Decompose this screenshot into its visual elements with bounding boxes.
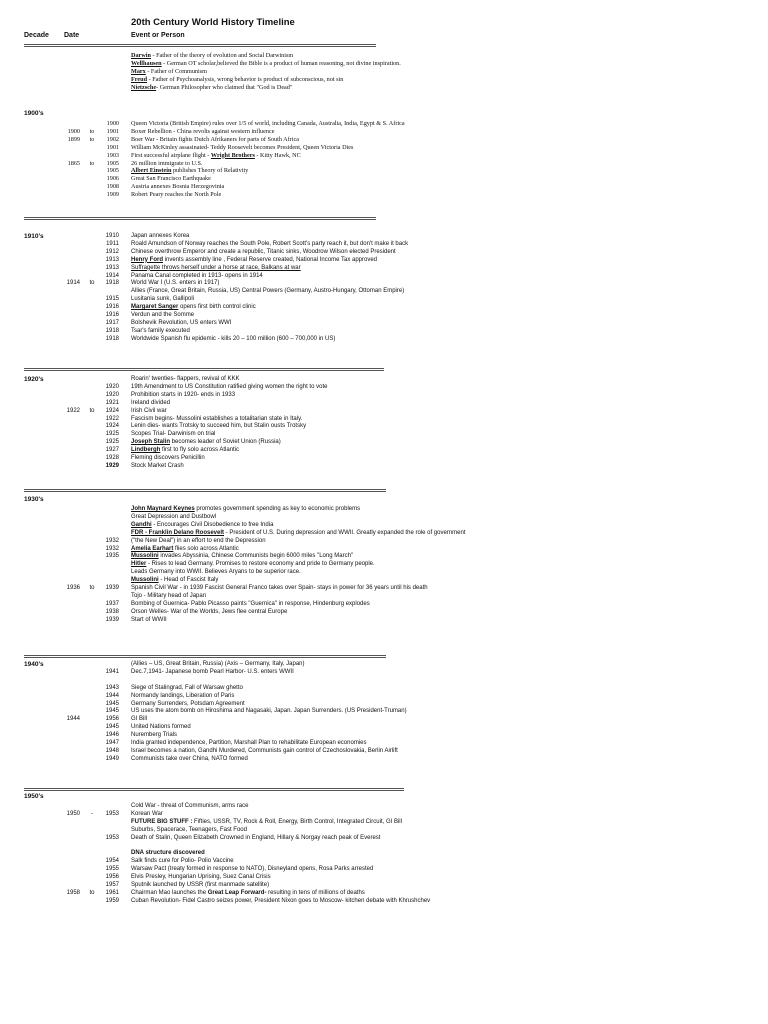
event-text: Nuremberg Trials — [131, 732, 178, 739]
timeline-row — [0, 60, 768, 68]
range-separator: to — [89, 159, 95, 167]
timeline-row — [0, 52, 768, 60]
event-text: Boer War - Britain fights Dutch Afrikaners for parts of South Africa — [131, 135, 299, 143]
event-year: 1938 — [105, 608, 119, 615]
timeline-row — [0, 545, 768, 553]
timeline-row — [0, 731, 768, 739]
event-text: Henry Ford invents assembly line , Federal Reserve created, National Income Tax approved — [131, 256, 378, 263]
start-year: 1865 — [67, 159, 80, 167]
timeline-row — [0, 723, 768, 731]
start-year: 1950 — [66, 810, 80, 817]
timeline-row — [0, 279, 768, 287]
decade-column-header: Decade — [24, 32, 49, 39]
person-name: Lindbergh — [131, 447, 161, 454]
timeline-row — [0, 755, 768, 763]
timeline-row — [0, 849, 768, 857]
event-year: 1956 — [105, 716, 119, 723]
event-year: 1914 — [105, 272, 119, 279]
event-text: Gandhi - Encourages Civil Disobedience to free India — [131, 521, 274, 528]
date-column-header: Date — [64, 32, 80, 39]
event-year: 1946 — [105, 732, 119, 739]
timeline-row — [0, 715, 768, 723]
event-year: 1915 — [105, 296, 119, 303]
decade-label: 1940's — [24, 661, 44, 668]
event-text: Fascism begins- Mussolini establishes a totalitarian state in Italy. — [131, 415, 303, 422]
range-separator: to — [89, 135, 95, 143]
event-text: Great San Francisco Earthquake — [131, 175, 211, 183]
timeline-row — [0, 707, 768, 715]
event-year: 1947 — [105, 740, 119, 746]
person-name: Mussolini — [131, 577, 159, 584]
event-text: World War I (U.S. enters in 1917) — [131, 280, 220, 287]
event-text: Verdun and the Somme — [131, 312, 195, 318]
decade-label: 1950's — [24, 793, 44, 800]
event-text: ("the New Deal") in an effort to end the Depression — [131, 537, 266, 544]
person-name: Wellhausen — [131, 59, 162, 67]
event-text: Spanish Civil War - in 1939 Fascist General Franco takes over Spain- stays in power for 36 years until his death — [131, 585, 428, 591]
event-year: 1935 — [105, 553, 119, 560]
event-text: John Maynard Keynes promotes government spending as key to economic problems — [131, 506, 361, 512]
timeline-row — [0, 128, 768, 136]
timeline-row — [0, 505, 768, 513]
event-text: Bolshevik Revolution, US enters WWI — [131, 319, 232, 326]
timeline-row — [0, 76, 768, 84]
range-separator: to — [89, 889, 95, 896]
start-year: 1958 — [66, 889, 80, 896]
event-year: 1928 — [105, 455, 119, 461]
timeline-row — [0, 311, 768, 319]
person-name: Darwin — [131, 52, 151, 59]
range-separator: to — [89, 127, 95, 135]
event-text: 19th Amendment to US Constitution ratified giving women the right to vote — [131, 383, 328, 390]
event-text: Mussolini - Head of Fascist Italy — [131, 577, 219, 584]
event-text: Bombing of Guernica- Pablo Picasso paints "Guernica" in response, Hindenburg explodes — [131, 600, 370, 607]
timeline-row — [0, 521, 768, 529]
event-year: 1921 — [105, 399, 119, 406]
timeline-row — [0, 319, 768, 327]
person-name: Hitler — [131, 561, 147, 568]
timeline-row — [0, 802, 768, 810]
event-text: Margaret Sanger opens first birth control clinic — [131, 304, 256, 311]
timeline-row — [0, 842, 768, 850]
event-text: Israel becomes a nation, Gandhi Murdered, Communists gain control of Czechoslovakia, Berlin Airlift — [131, 747, 398, 754]
timeline-row — [0, 152, 768, 160]
event-text: Chairman Mao launches the Great Leap Forward- resulting in tens of millions of deaths — [131, 889, 365, 896]
event-text: Suburbs, Spacerace, Teenagers, Fast Food — [131, 826, 247, 833]
event-year: 1917 — [105, 319, 119, 326]
event-year: 1901 — [106, 143, 119, 151]
timeline-row — [0, 747, 768, 755]
start-year: 1914 — [66, 280, 80, 287]
event-text: Elvis Presley, Hungarian Uprising, Suez Canal Crisis — [131, 874, 271, 881]
timeline-row — [0, 560, 768, 568]
event-text — [131, 264, 301, 272]
event-year: 1956 — [105, 874, 119, 881]
event-year: 1941 — [105, 668, 119, 675]
person-name: Freud — [131, 75, 148, 83]
timeline-row — [0, 264, 768, 272]
event-text: Robert Peary reaches the North Pole — [131, 191, 222, 199]
event-text: FDR - Franklin Delano Roosevelt - President of U.S. During depression and WWII. Greatly expanded the role of government — [131, 529, 466, 536]
event-year: 1945 — [105, 724, 119, 731]
event-text: Orson Welles- War of the Worlds, Jews flee central Europe — [131, 608, 288, 615]
event-year: 1902 — [106, 135, 119, 143]
event-year: 1961 — [105, 889, 119, 896]
timeline-row — [0, 415, 768, 423]
timeline-row — [0, 537, 768, 545]
event-text: Worldwide Spanish flu epidemic - kills 20 – 100 million (600 – 700,000 in US) — [131, 335, 336, 342]
timeline-row — [0, 68, 768, 76]
event-year: 1937 — [105, 600, 119, 607]
event-text: Start of WWII — [131, 616, 167, 623]
timeline-row — [0, 700, 768, 708]
event-text: Stock Market Crash — [131, 462, 184, 469]
event-year: 1925 — [105, 431, 119, 438]
event-text — [131, 849, 205, 857]
range-separator: to — [89, 280, 95, 287]
timeline-row — [0, 676, 768, 684]
timeline-row — [0, 834, 768, 842]
event-text: Japan annexes Korea — [131, 233, 190, 239]
timeline-row — [0, 818, 768, 826]
timeline-row — [0, 295, 768, 303]
event-year: 1922 — [105, 415, 119, 422]
event-text: United Nations formed — [131, 724, 191, 731]
event-text: Lenin dies- wants Trotsky to succeed him, but Stalin ousts Trotsky — [131, 423, 307, 430]
event-text: Joseph Stalin becomes leader of Soviet Union (Russia) — [131, 439, 281, 446]
event-year: 1905 — [106, 159, 119, 167]
timeline-row — [0, 592, 768, 600]
page-title: 20th Century World History Timeline — [131, 17, 295, 28]
event-text: Boxer Rebellion - China revolts against western influence — [131, 127, 275, 135]
start-year: 1900 — [67, 127, 80, 135]
event-year: 1948 — [105, 747, 119, 754]
timeline-row — [0, 897, 768, 905]
bold-phrase: FUTURE BIG STUFF : — [131, 818, 193, 825]
person-name: Margaret Sanger — [131, 304, 179, 311]
event-text: GI Bill — [131, 716, 148, 723]
event-text: Prohibition starts in 1920- ends in 1933 — [131, 391, 236, 398]
timeline-row — [0, 584, 768, 592]
event-text: Salk finds cure for Polio- Polio Vaccine — [131, 858, 234, 865]
decade-label: 1920's — [24, 376, 44, 383]
section-divider — [24, 368, 384, 371]
timeline-row — [0, 391, 768, 399]
decade-label: 1930's — [24, 496, 44, 503]
event-year: 1912 — [105, 248, 119, 255]
event-text: Freud - Father of Psychoanalysis, wrong behavior is product of subconscious, not sin — [131, 75, 344, 83]
timeline-row — [0, 175, 768, 183]
timeline-row — [0, 462, 768, 470]
event-text: Darwin - Father of the theory of evolution and Social Darwinism — [131, 52, 294, 59]
event-year: 1957 — [105, 882, 119, 888]
timeline-row — [0, 303, 768, 311]
event-year: 1911 — [106, 240, 119, 247]
person-name: Wright Brothers — [210, 151, 255, 159]
event-text: Cuban Revolution- Fidel Castro seizes power, President Nixon goes to Moscow- kitchen debate with Khrushchev — [131, 897, 431, 904]
person-name: FDR - Franklin Delano Roosevelt — [131, 529, 225, 536]
event-year: 1939 — [105, 616, 119, 623]
event-text: FUTURE BIG STUFF : Fifties, USSR, TV, Rock & Roll, Energy, Birth Control, Integrated Circuit, GI Bill — [131, 818, 402, 825]
event-text: Roald Amundson of Norway reaches the South Pole, Robert Scott's party reach it, but don't make it back — [131, 240, 409, 247]
event-text: Austria annexes Bosnia Herzegovinia — [131, 183, 225, 191]
timeline-row — [0, 857, 768, 865]
event-text: Leads Germany into WWII. Believes Aryans to be superior race. — [131, 569, 301, 576]
event-year: 1916 — [105, 304, 119, 311]
event-text: Panama Canal completed in 1913- opens in 1914 — [131, 272, 263, 279]
event-text: Normandy landings, Liberation of Paris — [131, 692, 235, 699]
timeline-row — [0, 375, 768, 383]
timeline-row — [0, 552, 768, 560]
event-text: William McKinley assasinated- Teddy Roosevelt becomes President, Queen Victoria Dies — [131, 143, 354, 151]
event-text: Ireland divided — [131, 399, 171, 406]
section-divider — [24, 655, 386, 658]
event-year: 1920 — [105, 383, 119, 390]
timeline-row — [0, 183, 768, 191]
timeline-row — [0, 160, 768, 168]
event-text: Mussolini invades Abyssinia, Chinese Communists begin 6000 miles "Long March" — [131, 553, 354, 560]
person-name: Henry Ford — [131, 256, 164, 263]
event-year: 1918 — [105, 335, 119, 342]
bold-phrase: DNA structure discovered — [131, 850, 205, 857]
event-text: Nietzsche- German Philosopher who claimed that "God is Dead" — [131, 83, 293, 91]
timeline-row — [0, 454, 768, 462]
event-column-header: Event or Person — [131, 32, 185, 39]
bold-phrase: Great Leap Forward- — [207, 889, 267, 896]
event-year: 1955 — [105, 866, 119, 873]
event-year: 1903 — [106, 151, 119, 159]
event-text: Allies (France, Great Britain, Russia, US) Central Powers (Germany, Austro-Hungary, Ottoman Empire) — [131, 288, 405, 295]
start-year: 1944 — [66, 716, 80, 723]
timeline-row — [0, 144, 768, 152]
timeline-row — [0, 692, 768, 700]
event-year: 1945 — [105, 700, 119, 707]
event-text: Sputnik launched by USSR (first manmade satellite) — [131, 882, 270, 888]
timeline-row — [0, 660, 768, 668]
person-name: Mussolini — [131, 553, 159, 560]
event-text: Marx - Father of Communism — [131, 67, 207, 75]
event-text: Hitler - Rises to lead Germany. Promises to restore economy and pride to Germany people. — [131, 561, 375, 568]
range-separator: to — [89, 585, 95, 591]
person-name: Albert Einstein — [131, 167, 172, 175]
timeline-row — [0, 873, 768, 881]
range-separator: - — [91, 810, 93, 817]
event-text: Albert Einstein publishes Theory of Relativity — [131, 167, 249, 175]
event-text: Amelia Earhart flies solo across Atlantic — [131, 545, 239, 552]
event-text: Chinese overthrow Emperor and create a republic, Titanic sinks, Woodrow Wilson elected President — [131, 248, 396, 255]
event-text: Lusitania sunk, Gallipoli — [131, 296, 195, 303]
person-name: Amelia Earhart — [131, 545, 174, 552]
event-year: 1925 — [105, 439, 119, 446]
timeline-row — [0, 383, 768, 391]
timeline-row — [0, 335, 768, 343]
timeline-row — [0, 529, 768, 537]
timeline-row — [0, 327, 768, 335]
event-text: Scopes Trial- Darwinism on trial — [131, 431, 216, 438]
event-text: Warsaw Pact (treaty formed in response to NATO), Disneyland opens, Rosa Parks arrested — [131, 866, 374, 873]
timeline-row — [0, 826, 768, 834]
event-year: 1944 — [105, 692, 119, 699]
event-text: Lindbergh first to fly solo across Atlantic — [131, 447, 240, 454]
timeline-row — [0, 422, 768, 430]
timeline-row — [0, 881, 768, 889]
timeline-row — [0, 600, 768, 608]
timeline-row — [0, 568, 768, 576]
timeline-row — [0, 287, 768, 295]
timeline-row — [0, 684, 768, 692]
event-year: 1918 — [105, 327, 119, 334]
timeline-row — [0, 272, 768, 280]
timeline-row — [0, 616, 768, 624]
start-year: 1922 — [66, 407, 80, 414]
event-text: Death of Stalin, Queen Elizabeth Crowned in England, Hillary & Norgay reach peak of Everest — [131, 834, 381, 841]
timeline-row — [0, 668, 768, 676]
event-year: 1901 — [106, 127, 119, 135]
event-year: 1939 — [105, 585, 119, 591]
person-name: John Maynard Keynes — [131, 506, 195, 512]
timeline-row — [0, 889, 768, 897]
event-year: 1959 — [105, 897, 119, 904]
timeline-row — [0, 513, 768, 521]
section-divider — [24, 489, 386, 492]
timeline-row — [0, 438, 768, 446]
event-year: 1910 — [105, 233, 119, 239]
section-divider — [24, 217, 376, 220]
event-text: Irish Civil war — [131, 407, 167, 414]
timeline-row — [0, 407, 768, 415]
underlined-phrase: Suffragette throws herself under a horse at race, Balkans at war — [131, 264, 301, 271]
event-year: 1927 — [105, 447, 119, 454]
person-name: Gandhi — [131, 521, 152, 528]
timeline-row — [0, 739, 768, 747]
event-text: Great Depression and Dustbowl — [131, 513, 217, 520]
event-year: 1913 — [105, 264, 119, 271]
timeline-row — [0, 865, 768, 873]
event-text: Wellhausen - German OT scholar,believed the Bible is a product of human reasoning, not divine inspiration. — [131, 59, 401, 67]
timeline-row — [0, 120, 768, 128]
event-text: Cold War - threat of Communism, arms race — [131, 803, 249, 809]
section-divider — [24, 788, 404, 791]
range-separator: to — [89, 407, 95, 414]
decade-label: 1910's — [24, 233, 44, 240]
timeline-row — [0, 446, 768, 454]
event-year: 1929 — [105, 462, 119, 469]
timeline-row — [0, 430, 768, 438]
event-year: 1905 — [106, 167, 119, 175]
timeline-row — [0, 248, 768, 256]
event-year: 1906 — [106, 175, 119, 183]
event-year: 1945 — [105, 708, 119, 715]
event-text: Siege of Stalingrad, Fall of Warsaw ghetto — [131, 684, 243, 691]
event-text: US uses the atom bomb on Hiroshima and Nagasaki, Japan. Japan Surrenders. (US President-Truman) — [131, 708, 407, 715]
decade-label: 1900's — [24, 110, 44, 117]
event-text: Roarin' twenties- flappers, revival of KKK — [131, 376, 240, 382]
event-text: First successful airplane flight - Wright Brothers - Kitty Hawk, NC — [131, 151, 301, 159]
event-year: 1924 — [105, 407, 119, 414]
person-name: Nietzsche — [131, 83, 157, 91]
timeline-row — [0, 167, 768, 175]
timeline-row — [0, 136, 768, 144]
timeline-row — [0, 84, 768, 92]
event-text: Dec.7,1941- Japanese bomb Pearl Harbor- U.S. enters WWII — [131, 668, 294, 675]
event-text: (Allies – US, Great Britain, Russia) (Axis – Germany, Italy, Japan) — [131, 661, 305, 667]
event-year: 1953 — [105, 834, 119, 841]
event-year: 1932 — [105, 537, 119, 544]
event-text: Queen Victoria (British Empire) rules over 1/5 of world, including Canada, Australia, India, Egypt & S. Africa — [131, 120, 405, 127]
event-year: 1918 — [105, 280, 119, 287]
event-text: 26 million immigrate to U.S. — [131, 159, 203, 167]
start-year: 1936 — [66, 585, 80, 591]
person-name: Joseph Stalin — [131, 439, 171, 446]
timeline-row — [0, 256, 768, 264]
event-text: Tsar's family executed — [131, 327, 190, 334]
event-year: 1913 — [105, 256, 119, 263]
timeline-row — [0, 608, 768, 616]
event-text: Tojo - Military head of Japan — [131, 592, 207, 599]
timeline-row — [0, 191, 768, 199]
event-year: 1909 — [106, 191, 119, 199]
event-year: 1932 — [105, 545, 119, 552]
event-text: India granted independence, Partition, Marshall Plan to rehabilitate European economies — [131, 740, 367, 746]
timeline-row — [0, 576, 768, 584]
section-divider — [24, 44, 376, 47]
event-year: 1949 — [105, 755, 119, 762]
event-year: 1908 — [106, 183, 119, 191]
event-year: 1954 — [105, 858, 119, 865]
event-text: Fleming discovers Penicillin — [131, 455, 205, 461]
event-year: 1920 — [105, 391, 119, 398]
timeline-row — [0, 810, 768, 818]
event-year: 1916 — [105, 312, 119, 318]
timeline-row — [0, 232, 768, 240]
event-text: Communists take over China, NATO formed — [131, 755, 248, 762]
timeline-row — [0, 240, 768, 248]
event-text: Germany Surrenders, Potsdam Agreement — [131, 700, 245, 707]
event-year: 1953 — [105, 810, 119, 817]
event-text: Korean War — [131, 810, 163, 817]
event-year: 1924 — [105, 423, 119, 430]
event-year: 1943 — [105, 684, 119, 691]
event-year: 1900 — [106, 120, 119, 127]
timeline-row — [0, 399, 768, 407]
start-year: 1899 — [67, 135, 80, 143]
person-name: Marx — [131, 67, 146, 75]
